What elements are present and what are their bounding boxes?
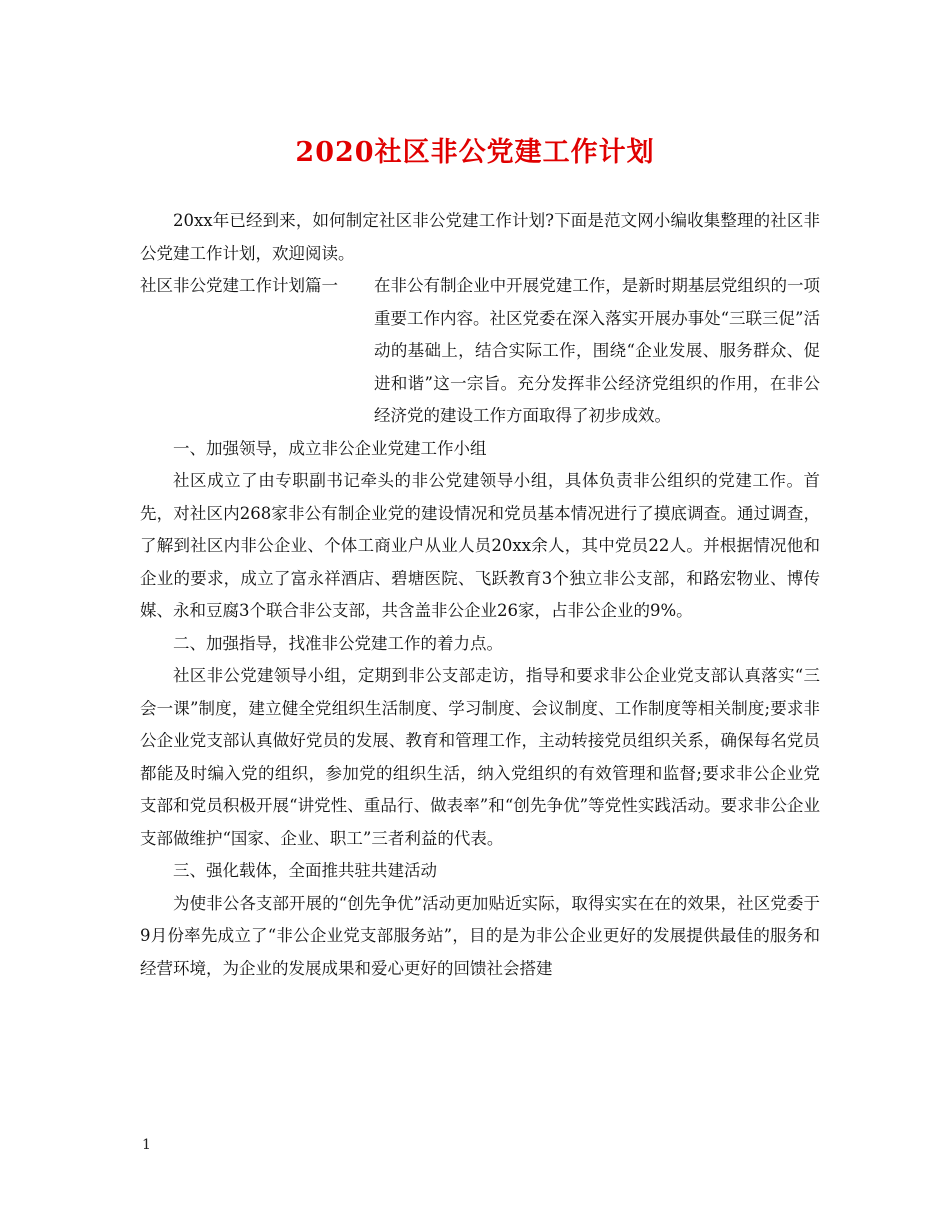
paragraph-guidance: 社区非公党建领导小组，定期到非公支部走访，指导和要求非公企业党支部认真落实“三会一课”制度，建立健全党组织生活制度、学习制度、会议制度、工作制度等相关制度;要求非公企业党支部认真做好党员的发展、教育和管理工作，主动转接党员组织关系，确保每名党员都能及时编入党的组织，参加党的组织生活，纳入党组织的有效管理和监督;要求非公企业党支部和党员积极开展“讲党性、重品行、做表率”和“创先争优”等党性实践活动。要求非公企业支部做维护“国家、企业、职工”三者利益的代表。 [140, 666, 820, 848]
section-heading: 社区非公党建工作计划篇一 [140, 276, 338, 295]
section-one-opening: 在非公有制企业中开展党建工作，是新时期基层党组织的一项重要工作内容。社区党委在深入落实开展办事处“三联三促”活动的基础上，结合实际工作，围绕“企业发展、服务群众、促进和谐”这一宗旨。充分发挥非公经济党组织的作用，在非公经济党的建设工作方面取得了初步成效。 [374, 276, 820, 425]
section-one-row [140, 270, 820, 433]
page-number: 1 [142, 1137, 151, 1153]
page-title: 2020社区非公党建工作计划 [295, 137, 655, 168]
subheading-one: 一、加强领导，成立非公企业党建工作小组 [173, 438, 487, 458]
subheading-two: 二、加强指导，找准非公党建工作的着力点。 [173, 633, 503, 653]
subheading-three: 三、强化载体，全面推共驻共建活动 [173, 861, 437, 880]
paragraph-leadership: 社区成立了由专职副书记牵头的非公党建领导小组，具体负责非公组织的党建工作。首先，对社区内268家非公有制企业党的建设情况和党员基本情况进行了摸底调查。通过调查，了解到社区内非公企业、个体工商业户从业人员20xx余人，其中党员22人。并根据情况他和企业的要求，成立了富永祥酒店、碧塘医院、飞跃教育3个独立非公支部，和路宏物业、博传媒、永和豆腐3个联合非公支部，共含盖非公企业26家，占非公企业的9%。 [140, 471, 820, 620]
intro-paragraph: 20xx年已经到来，如何制定社区非公党建工作计划?下面是范文网小编收集整理的社区非公党建工作计划，欢迎阅读。 [140, 211, 820, 263]
paragraph-activities: 为使非公各支部开展的“创先争优”活动更加贴近实际，取得实实在在的效果，社区党委于9月份率先成立了“非公企业党支部服务站”，目的是为非公企业更好的发展提供最佳的服务和经营环境，为企业的发展成果和爱心更好的回馈社会搭建 [140, 893, 820, 978]
document-body [140, 205, 820, 985]
